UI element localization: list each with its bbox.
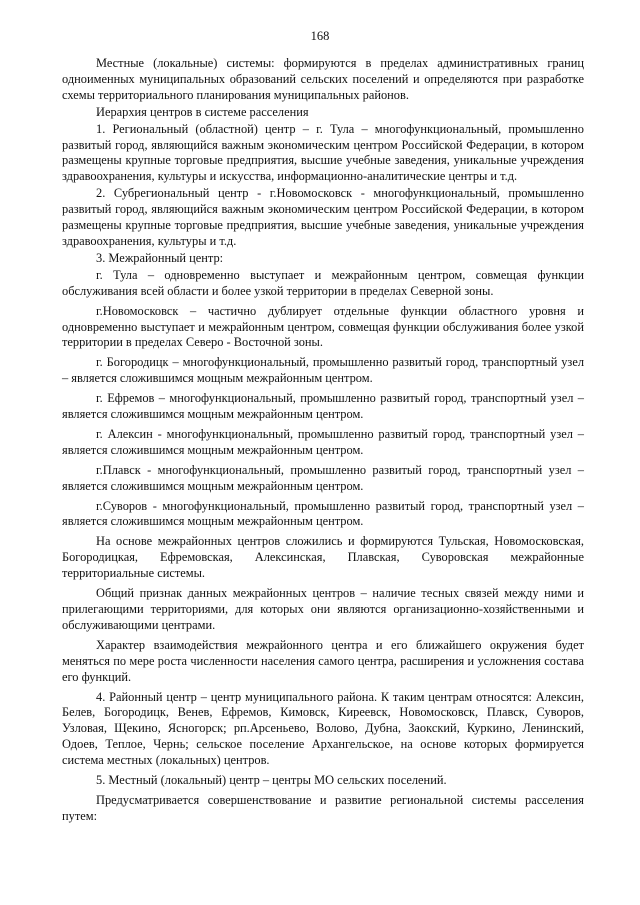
paragraph-improvement: Предусматривается совершенствование и развитие региональной системы расселения путем:	[62, 792, 584, 823]
paragraph-bogoroditsk: г. Богородицк – многофункциональный, промышленно развитый город, транспортный узел – является сложившимся мощным межрайонным центром.	[62, 355, 584, 386]
paragraph-efremov: г. Ефремов – многофункциональный, промышленно развитый город, транспортный узел – является сложившимся мощным межрайонным центром.	[62, 391, 584, 422]
paragraph-novomoskovsk: г.Новомосковск – частично дублирует отдельные функции областного уровня и одновременно выступает и межрайонным центром, совмещая функции обслуживания более узкой территории в пределах Северо - Восточной зоны.	[62, 303, 584, 350]
paragraph-common-feature: Общий признак данных межрайонных центров – наличие тесных связей между ними и прилегающими территориями, для которых они являются организационно-хозяйственными и обслуживающими центрами.	[62, 586, 584, 632]
paragraph-interaction: Характер взаимодействия межрайонного центра и его ближайшего окружения будет меняться по мере роста численности населения самого центра, расширения и усложнения состава его функций.	[62, 637, 584, 684]
paragraph-aleksin: г. Алексин - многофункциональный, промышленно развитый город, транспортный узел – является сложившимся мощным межрайонным центром.	[62, 426, 584, 457]
document-body	[62, 56, 584, 825]
paragraph-regional-center: 1. Региональный (областной) центр – г. Тула – многофункциональный, промышленно развитый город, являющийся важным экономическим центром Российской Федерации, в котором размещены крупные торговые предприятия, высшие учебные заведения, уникальные учреждения здравоохранения, культуры и искусства, информационно-аналитические центры и т.д.	[62, 121, 584, 184]
paragraph-local-center: 5. Местный (локальный) центр – центры МО сельских поселений.	[96, 773, 447, 788]
page-number: 168	[310, 29, 330, 43]
paragraph-interdistrict-heading: 3. Межрайонный центр:	[96, 250, 224, 265]
paragraph-suvorov: г.Суворов - многофункциональный, промышленно развитый город, транспортный узел – является сложившимся мощным межрайонным центром.	[62, 498, 584, 529]
paragraph-subregional-center: 2. Субрегиональный центр - г.Новомосковск - многофункциональный, промышленно развитый город, являющийся важным экономическим центром Российской Федерации, в котором размещены крупные торговые предприятия, высшие учебные заведения, уникальные учреждения здравоохранения, культуры и т.д.	[62, 186, 584, 248]
paragraph-territorial-systems: На основе межрайонных центров сложились и формируются Тульская, Новомосковская, Богородицкая, Ефремовская, Алексинская, Плавская, Суворовская межрайонные территориальные системы.	[62, 534, 584, 581]
paragraph-tula: г. Тула – одновременно выступает и межрайонным центром, совмещая функции обслуживания всей области и более узкой территории в пределах Северной зоны.	[62, 267, 584, 298]
paragraph-local-systems: Местные (локальные) системы: формируются в пределах административных границ одноименных муниципальных образований сельских поселений и определяются при разработке схемы территориального планирования муниципальных районов.	[62, 56, 584, 102]
paragraph-hierarchy-heading: Иерархия центров в системе расселения	[96, 104, 309, 119]
paragraph-plavsk: г.Плавск - многофункциональный, промышленно развитый город, транспортный узел – является сложившимся мощным межрайонным центром.	[62, 462, 584, 493]
paragraph-district-center: 4. Районный центр – центр муниципального района. К таким центрам относятся: Алексин, Белев, Богородицк, Венев, Ефремов, Кимовск, Киреевск, Новомосковск, Плавск, Суворов, Узловая, Щекино, Ясногорск; рп.Арсеньево, Волово, Дубна, Заокский, Куркино, Ленинский, Одоев, Теплое, Чернь; сельское поселение Архангельское, на основе которых формируется система местных (локальных) центров.	[62, 689, 584, 768]
